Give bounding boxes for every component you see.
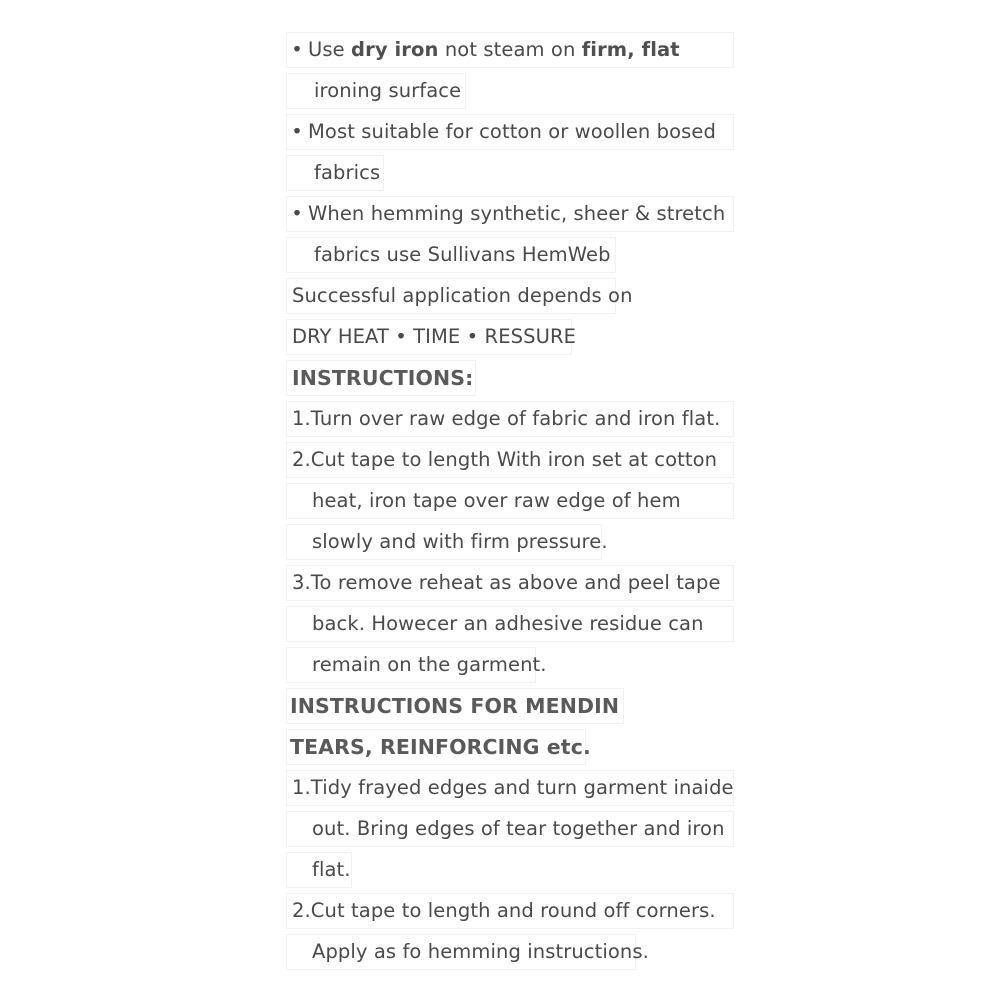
bullet: • bbox=[291, 38, 303, 61]
step-text: 1.Turn over raw edge of fabric and iron flat. bbox=[292, 407, 721, 430]
step-text: heat, iron tape over raw edge of hem bbox=[312, 489, 681, 512]
mending-heading: TEARS, REINFORCING etc. bbox=[290, 735, 591, 759]
step-text: back. Howecer an adhesive residue can bbox=[312, 612, 704, 635]
step-text: out. Bring edges of tear together and iron bbox=[312, 817, 725, 840]
mending-step-1-line-3 bbox=[286, 852, 351, 893]
mending-step-2-line-1 bbox=[286, 893, 716, 934]
tip-line-synthetic bbox=[286, 196, 725, 237]
tip-not-steam: not steam on bbox=[444, 38, 576, 61]
mending-step-2-line-2 bbox=[286, 934, 649, 975]
instruction-step-3-line-1 bbox=[286, 565, 721, 606]
mending-heading: INSTRUCTIONS FOR MENDIN bbox=[290, 694, 620, 718]
step-text: 2.Cut tape to length and round off corners. bbox=[292, 899, 716, 922]
instruction-step-2-line-3 bbox=[286, 524, 608, 565]
instructions-heading: INSTRUCTIONS: bbox=[292, 366, 474, 390]
tip-continuation: fabrics use Sullivans HemWeb bbox=[314, 243, 611, 266]
step-text: 3.To remove reheat as above and peel tape bbox=[292, 571, 721, 594]
instruction-step-1 bbox=[286, 401, 720, 442]
mending-step-1-line-1 bbox=[286, 770, 734, 811]
step-text: 1.Tidy frayed edges and turn garment inaide bbox=[292, 776, 734, 799]
success-line bbox=[286, 278, 633, 319]
tip-dry-iron: dry iron bbox=[351, 38, 439, 61]
instructions-heading-line bbox=[286, 360, 473, 401]
factors-text: DRY HEAT • TIME • RESSURE bbox=[292, 325, 577, 348]
step-text: 2.Cut tape to length With iron set at cotton bbox=[292, 448, 718, 471]
bullet: • bbox=[291, 202, 303, 225]
mending-heading-line-2 bbox=[286, 729, 591, 770]
instruction-step-3-line-3 bbox=[286, 647, 547, 688]
tip-continuation: fabrics bbox=[314, 161, 381, 184]
success-text: Successful application depends on bbox=[292, 284, 633, 307]
tip-line-ironing-surface bbox=[286, 73, 461, 114]
tip-line-hemweb bbox=[286, 237, 611, 278]
instruction-step-3-line-2 bbox=[286, 606, 704, 647]
step-text: remain on the garment. bbox=[312, 653, 547, 676]
tip-line-suitable bbox=[286, 114, 716, 155]
instruction-step-2-line-2 bbox=[286, 483, 681, 524]
bullet: • bbox=[291, 120, 303, 143]
tip-line-fabrics bbox=[286, 155, 380, 196]
tip-line-dry-iron bbox=[286, 32, 680, 73]
step-text: slowly and with firm pressure. bbox=[312, 530, 608, 553]
factors-line bbox=[286, 319, 576, 360]
instruction-step-2-line-1 bbox=[286, 442, 717, 483]
mending-heading-line-1 bbox=[286, 688, 619, 729]
tip-continuation: ironing surface bbox=[314, 79, 462, 102]
step-text: flat. bbox=[312, 858, 351, 881]
tip-use: Use bbox=[308, 38, 345, 61]
tip-synthetic: When hemming synthetic, sheer & stretch bbox=[308, 202, 726, 225]
mending-step-1-line-2 bbox=[286, 811, 725, 852]
tip-suitable: Most suitable for cotton or woollen bosed bbox=[308, 120, 717, 143]
step-text: Apply as fo hemming instructions. bbox=[312, 940, 649, 963]
tip-firm-flat: firm, flat bbox=[581, 38, 680, 61]
